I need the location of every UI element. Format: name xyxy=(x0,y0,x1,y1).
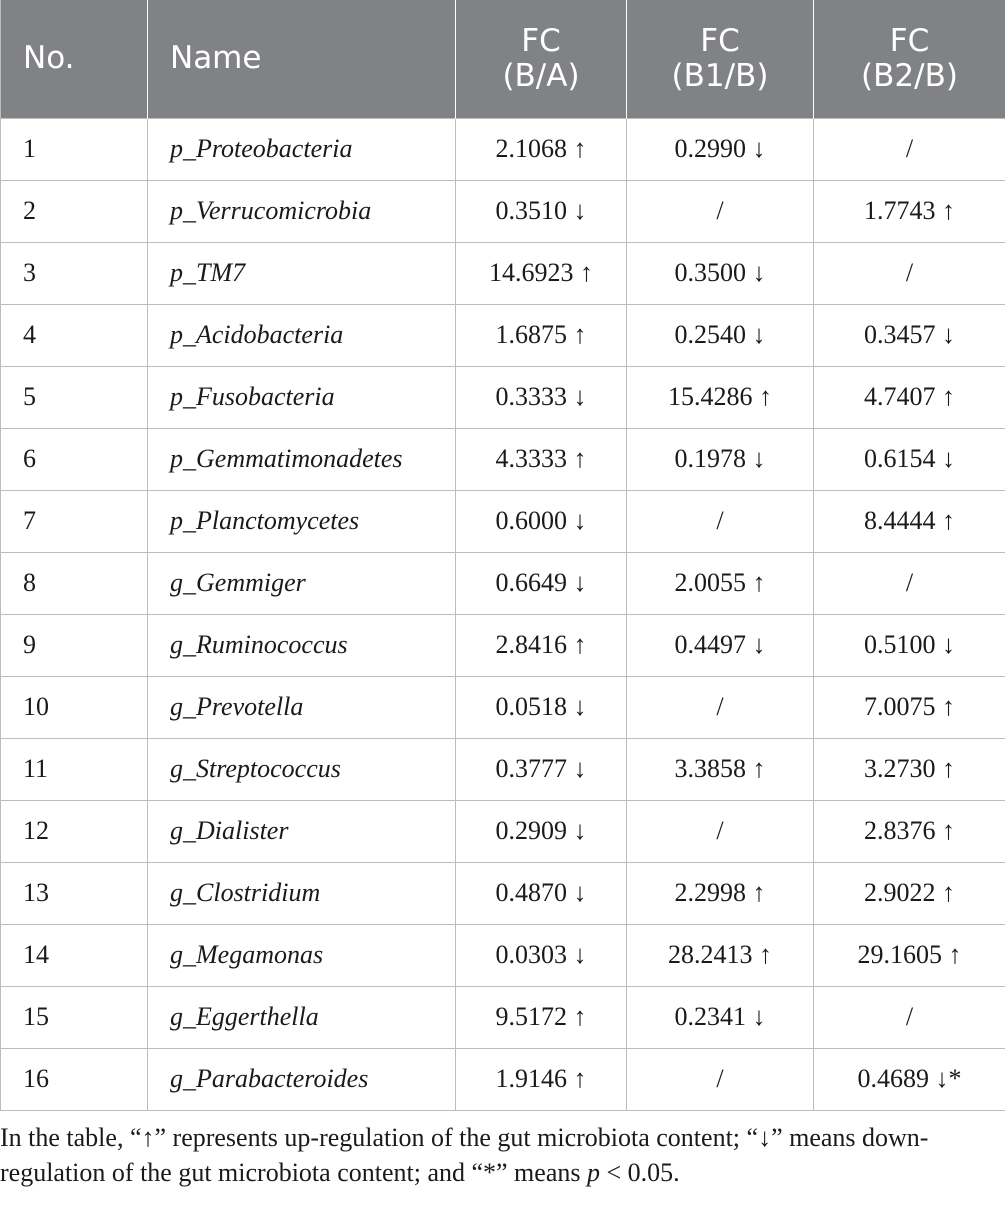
cell-fc-b1-b: 3.3858 ↑ xyxy=(627,738,814,800)
cell-no: 13 xyxy=(1,862,148,924)
table-row xyxy=(1,1048,1005,1110)
table-row xyxy=(1,738,1005,800)
header-fc-b-a-line1: FC xyxy=(521,22,561,59)
table-header xyxy=(1,0,1005,118)
cell-fc-b1-b: / xyxy=(627,676,814,738)
table-row xyxy=(1,366,1005,428)
table-row xyxy=(1,862,1005,924)
cell-fc-b2-b: 3.2730 ↑ xyxy=(814,738,1005,800)
cell-name: p_Planctomycetes xyxy=(148,490,456,552)
cell-fc-b1-b: 15.4286 ↑ xyxy=(627,366,814,428)
cell-fc-b2-b: 1.7743 ↑ xyxy=(814,180,1005,242)
header-no: No. xyxy=(1,0,148,118)
cell-no: 4 xyxy=(1,304,148,366)
table-row xyxy=(1,800,1005,862)
cell-fc-b2-b: 29.1605 ↑ xyxy=(814,924,1005,986)
cell-fc-b1-b: / xyxy=(627,1048,814,1110)
cell-fc-b1-b: 0.3500 ↓ xyxy=(627,242,814,304)
cell-fc-b2-b: / xyxy=(814,242,1005,304)
cell-fc-b-a: 0.6649 ↓ xyxy=(456,552,627,614)
cell-name: p_Acidobacteria xyxy=(148,304,456,366)
cell-name: g_Prevotella xyxy=(148,676,456,738)
cell-name: g_Streptococcus xyxy=(148,738,456,800)
cell-no: 9 xyxy=(1,614,148,676)
header-name: Name xyxy=(148,0,456,118)
header-fc-b1-b-line1: FC xyxy=(700,22,740,59)
header-fc-b2-b xyxy=(814,0,1005,118)
cell-name: p_TM7 xyxy=(148,242,456,304)
table-body xyxy=(1,118,1005,1110)
cell-no: 7 xyxy=(1,490,148,552)
table-row xyxy=(1,986,1005,1048)
footnote-threshold: < 0.05. xyxy=(599,1158,680,1187)
cell-name: p_Gemmatimonadetes xyxy=(148,428,456,490)
table-row xyxy=(1,304,1005,366)
cell-fc-b1-b: 0.1978 ↓ xyxy=(627,428,814,490)
table-row xyxy=(1,490,1005,552)
table-row xyxy=(1,118,1005,180)
header-fc-b1-b xyxy=(627,0,814,118)
table-row xyxy=(1,676,1005,738)
header-fc-b1-b-line2: (B1/B) xyxy=(671,57,769,94)
cell-fc-b1-b: / xyxy=(627,180,814,242)
header-fc-b2-b-line1: FC xyxy=(889,22,930,59)
cell-fc-b2-b: 2.8376 ↑ xyxy=(814,800,1005,862)
cell-fc-b1-b: 0.2540 ↓ xyxy=(627,304,814,366)
cell-name: g_Eggerthella xyxy=(148,986,456,1048)
cell-fc-b2-b: / xyxy=(814,552,1005,614)
cell-fc-b1-b: 0.2990 ↓ xyxy=(627,118,814,180)
cell-fc-b-a: 0.4870 ↓ xyxy=(456,862,627,924)
cell-fc-b2-b: 4.7407 ↑ xyxy=(814,366,1005,428)
cell-fc-b-a: 0.0518 ↓ xyxy=(456,676,627,738)
cell-fc-b2-b: 8.4444 ↑ xyxy=(814,490,1005,552)
cell-name: g_Clostridium xyxy=(148,862,456,924)
cell-name: p_Fusobacteria xyxy=(148,366,456,428)
cell-fc-b2-b: 7.0075 ↑ xyxy=(814,676,1005,738)
cell-no: 6 xyxy=(1,428,148,490)
table-row xyxy=(1,924,1005,986)
cell-fc-b-a: 9.5172 ↑ xyxy=(456,986,627,1048)
cell-fc-b1-b: 0.2341 ↓ xyxy=(627,986,814,1048)
footnote-text: In the table, “↑” represents up-regulation of the gut microbiota content; “↓” means down-regulation of the gut microbiota content; and “*” means xyxy=(0,1123,929,1187)
header-fc-b2-b-line2: (B2/B) xyxy=(861,57,958,94)
header-fc-b-a xyxy=(456,0,627,118)
cell-fc-b1-b: / xyxy=(627,490,814,552)
cell-fc-b2-b: 0.6154 ↓ xyxy=(814,428,1005,490)
cell-no: 16 xyxy=(1,1048,148,1110)
cell-fc-b-a: 1.6875 ↑ xyxy=(456,304,627,366)
cell-no: 15 xyxy=(1,986,148,1048)
cell-fc-b-a: 4.3333 ↑ xyxy=(456,428,627,490)
cell-name: g_Megamonas xyxy=(148,924,456,986)
header-fc-b-a-line2: (B/A) xyxy=(502,57,580,94)
table-row xyxy=(1,552,1005,614)
cell-fc-b2-b: 0.5100 ↓ xyxy=(814,614,1005,676)
cell-no: 11 xyxy=(1,738,148,800)
cell-name: g_Dialister xyxy=(148,800,456,862)
cell-fc-b2-b: 0.3457 ↓ xyxy=(814,304,1005,366)
cell-fc-b-a: 2.8416 ↑ xyxy=(456,614,627,676)
footnote-p-symbol: p xyxy=(586,1158,600,1187)
cell-name: p_Proteobacteria xyxy=(148,118,456,180)
table-row xyxy=(1,180,1005,242)
cell-fc-b-a: 0.3510 ↓ xyxy=(456,180,627,242)
cell-fc-b2-b: 0.4689 ↓* xyxy=(814,1048,1005,1110)
cell-no: 2 xyxy=(1,180,148,242)
cell-fc-b-a: 0.3777 ↓ xyxy=(456,738,627,800)
cell-fc-b2-b: / xyxy=(814,986,1005,1048)
cell-no: 1 xyxy=(1,118,148,180)
cell-fc-b1-b: 2.0055 ↑ xyxy=(627,552,814,614)
cell-fc-b-a: 0.2909 ↓ xyxy=(456,800,627,862)
cell-name: g_Parabacteroides xyxy=(148,1048,456,1110)
cell-fc-b-a: 1.9146 ↑ xyxy=(456,1048,627,1110)
cell-no: 14 xyxy=(1,924,148,986)
cell-name: p_Verrucomicrobia xyxy=(148,180,456,242)
cell-name: g_Gemmiger xyxy=(148,552,456,614)
cell-fc-b-a: 2.1068 ↑ xyxy=(456,118,627,180)
table-row xyxy=(1,242,1005,304)
cell-name: g_Ruminococcus xyxy=(148,614,456,676)
table-row xyxy=(1,614,1005,676)
cell-fc-b1-b: 2.2998 ↑ xyxy=(627,862,814,924)
cell-fc-b2-b: 2.9022 ↑ xyxy=(814,862,1005,924)
cell-fc-b-a: 0.3333 ↓ xyxy=(456,366,627,428)
cell-fc-b-a: 0.0303 ↓ xyxy=(456,924,627,986)
cell-fc-b-a: 14.6923 ↑ xyxy=(456,242,627,304)
cell-fc-b1-b: / xyxy=(627,800,814,862)
table-footnote xyxy=(0,1120,990,1190)
cell-no: 5 xyxy=(1,366,148,428)
table-row xyxy=(1,428,1005,490)
cell-fc-b-a: 0.6000 ↓ xyxy=(456,490,627,552)
cell-no: 8 xyxy=(1,552,148,614)
cell-no: 12 xyxy=(1,800,148,862)
cell-fc-b1-b: 0.4497 ↓ xyxy=(627,614,814,676)
cell-no: 10 xyxy=(1,676,148,738)
cell-no: 3 xyxy=(1,242,148,304)
cell-fc-b2-b: / xyxy=(814,118,1005,180)
cell-fc-b1-b: 28.2413 ↑ xyxy=(627,924,814,986)
